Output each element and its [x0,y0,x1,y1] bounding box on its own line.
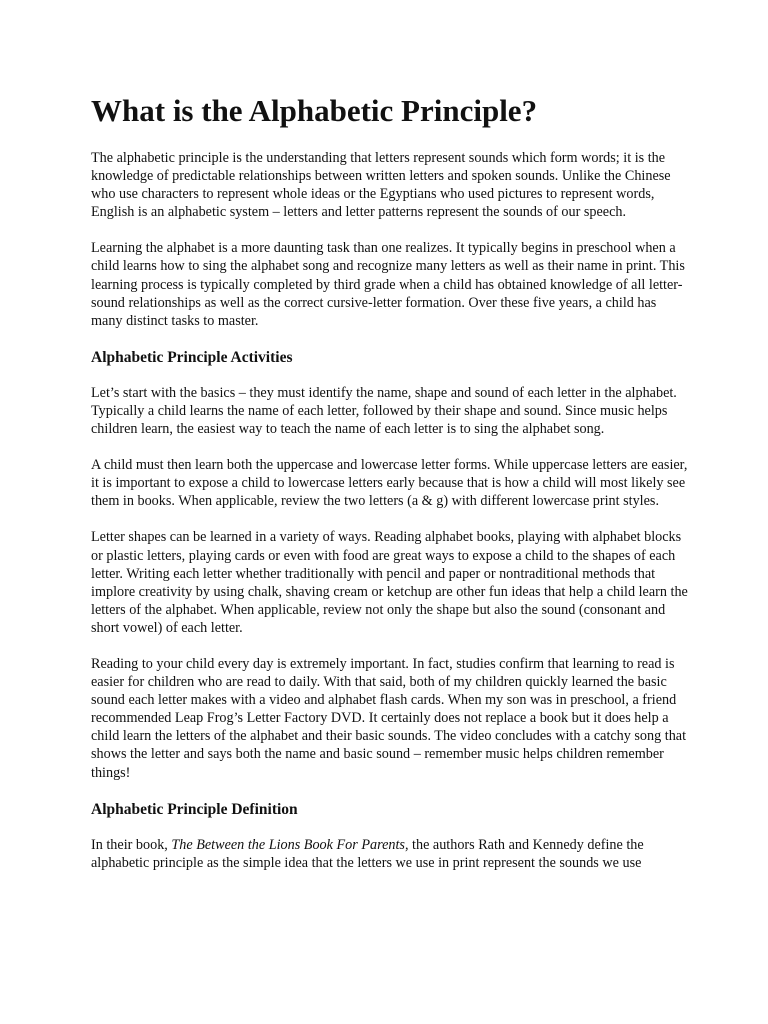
definition-paragraph [91,836,691,872]
document-page [91,92,691,890]
basics-paragraph: Let’s start with the basics – they must identify the name, shape and sound of each letter in the alphabet. Typically a child learns the name of each letter, followed by their shape and sound. Since music helps children learn, the easiest way to teach the name of each letter is to sing the alphabet song. [91,384,677,438]
letter-forms-paragraph: A child must then learn both the uppercase and lowercase letter forms. While uppercase letters are easier, it is important to expose a child to lowercase letters early because that is how a child will most likely see them in books. When applicable, review the two letters (a & g) with different lowercase print styles. [91,457,688,510]
intro-paragraph: The alphabetic principle is the understanding that letters represent sounds which form words; it is the knowledge of predictable relationships between written letters and spoken sounds. Unlike the Chinese who use characters to represent whole ideas or the Egyptians who used pictures to represent words, English is an alphabetic system – letters and letter patterns represent the sounds of our speech. [91,150,671,221]
book-title: The Between the Lions Book For Parents [171,836,405,853]
definition-text-start: In their book, [91,836,172,853]
reading-paragraph: Reading to your child every day is extremely important. In fact, studies confirm that learning to read is easier for children who are read to daily. With that said, both of my children quickly learned the basic sound each letter makes with a video and alphabet flash cards. When my son was in preschool, a friend recommended Leap Frog’s Letter Factory DVD. It certainly does not replace a book but it does help a child learn the letters of the alphabet and their basic sounds. The video concludes with a catchy song that shows the letter and says both the name and basic sound – remember music helps children remember things! [91,655,687,781]
page-title: What is the Alphabetic Principle? [91,93,538,128]
learning-paragraph: Learning the alphabet is a more daunting task than one realizes. It typically begins in preschool when a child learns how to sing the alphabet song and recognize many letters as well as their name in print. This learning process is typically completed by third grade when a child has obtained knowledge of all letter-sound relationships as well as the correct cursive-letter formation. Over these five years, a child has many distinct tasks to master. [91,240,685,329]
activities-heading: Alphabetic Principle Activities [91,348,293,366]
definition-text-end: , the authors Rath and Kennedy define the alphabetic principle as the simple idea that the letters we use in print represent the sounds we use [91,836,644,871]
definition-heading: Alphabetic Principle Definition [91,800,298,818]
letter-shapes-paragraph: Letter shapes can be learned in a variety of ways. Reading alphabet books, playing with alphabet blocks or plastic letters, playing cards or even with food are great ways to expose a child to the shapes of each letter. Writing each letter whether traditionally with pencil and paper or nontraditional methods that implore creativity by using chalk, shaving cream or ketchup are other fun ideas that help a child learn the letters of the alphabet. When applicable, review not only the shape but also the sound (consonant and short vowel) of each letter. [91,529,688,636]
